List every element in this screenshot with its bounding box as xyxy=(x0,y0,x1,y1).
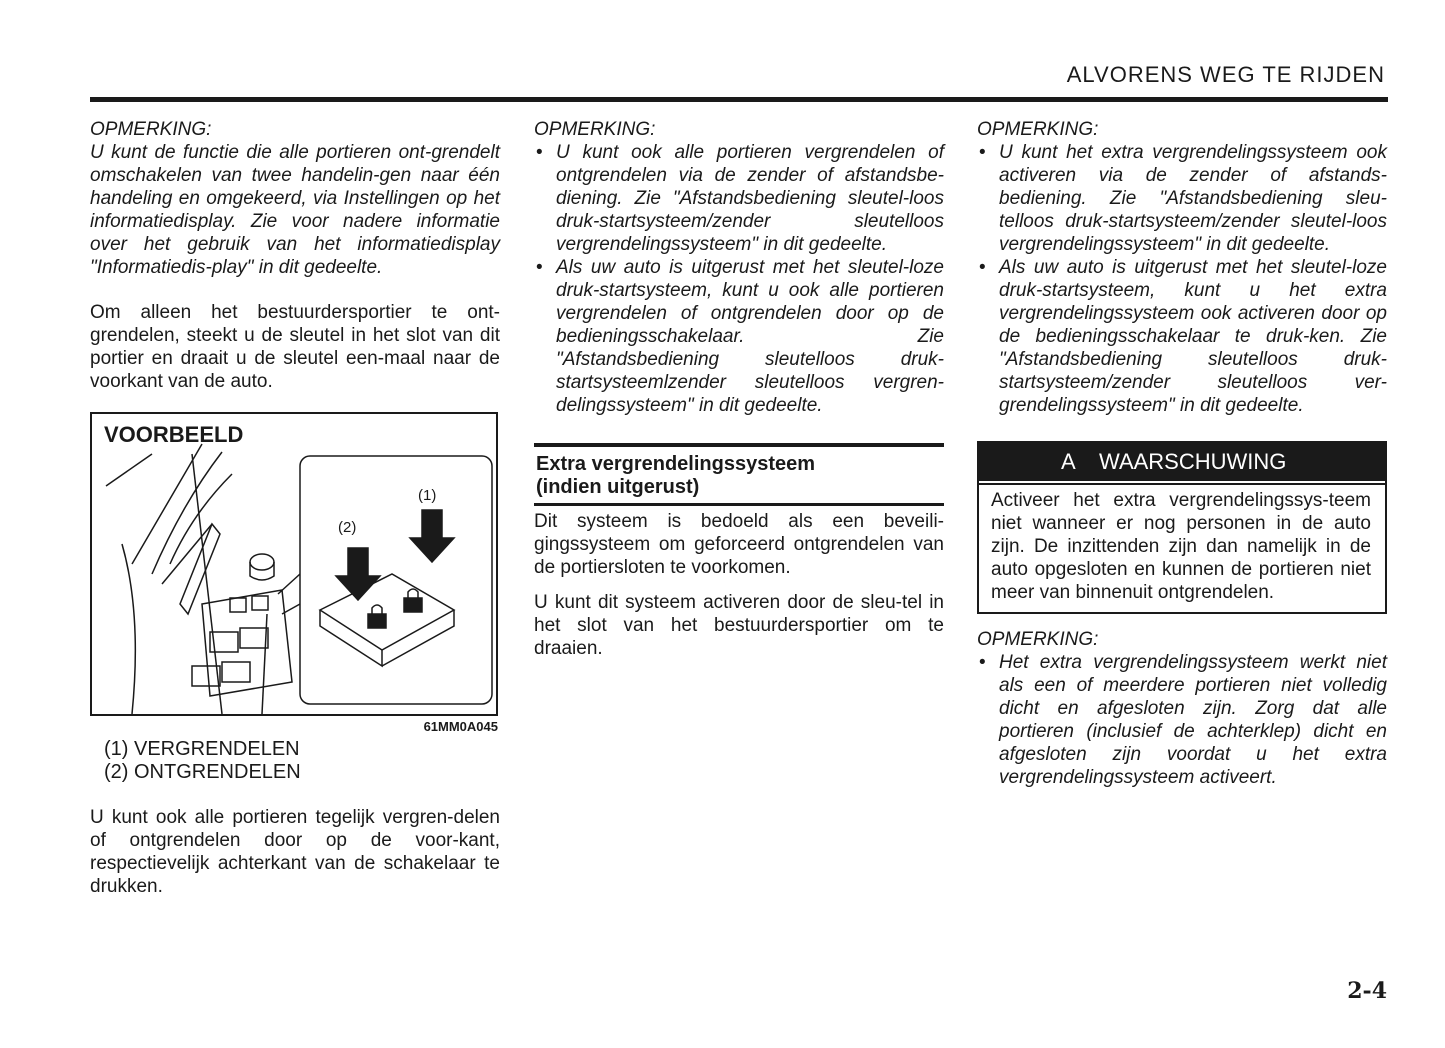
figure-label: VOORBEELD xyxy=(104,422,244,447)
paragraph-system-activation: U kunt dit systeem activeren door de sleu-tel in het slot van het bestuurdersportier om te draaien. xyxy=(534,592,944,659)
caption-unlock: (2) ONTGRENDELEN xyxy=(104,761,301,783)
door-lock-switch-illustration xyxy=(92,414,496,714)
page-header-title: ALVORENS WEG TE RIJDEN xyxy=(1066,62,1385,87)
illustration-figure xyxy=(90,412,498,716)
warning-text: Activeer het extra vergrendelingssys-teem niet wanneer er nog personen in de auto zijn. De inzittenden zijn dan namelijk in de auto opgesloten en kunnen de portieren niet meer van binnenuit ontgrendelen. xyxy=(979,483,1385,612)
warning-label: WAARSCHUWING xyxy=(1099,449,1287,474)
warning-triangle-icon: A xyxy=(1061,449,1076,474)
warning-box xyxy=(977,441,1387,614)
page-number: 2-4 xyxy=(1347,978,1387,1004)
note-bullet-list xyxy=(977,651,1387,789)
section-heading-line-1: Extra vergrendelingssysteem xyxy=(536,453,816,475)
section-heading xyxy=(534,447,944,503)
header-rule xyxy=(90,97,1388,102)
figure-code: 61MM0A045 xyxy=(423,719,498,734)
list-item: • Het extra vergrendelingssysteem werkt niet als een of meerdere portieren niet volledig dicht en afgesloten zijn. Zorg dat alle portieren (inclusief de achterklep) dicht en afgesloten zijn voordat u het extra vergrendelingssysteem activeert. xyxy=(977,651,1387,789)
list-item: • Als uw auto is uitgerust met het sleutel-loze druk-startsysteem, kunt u het extra vergrendelingssysteem ook activeren door op de bedieningsschakelaar te druk-ken. Zie "Afstandsbediening sleutelloos druk-startsysteem/zender sleutelloos ver-grendelingssysteem" in dit gedeelte. xyxy=(977,256,1387,417)
column-2 xyxy=(534,118,944,660)
note-bullet-list xyxy=(534,141,944,417)
note-bullet-list xyxy=(977,141,1387,417)
list-item: • U kunt het extra vergrendelingssysteem ook activeren via de zender of afstands-bediening. Zie "Afstandsbediening sleu-telloos druk-startsysteem/zender sleutel-loos vergrendelingssysteem" in dit gedeelte. xyxy=(977,141,1387,256)
note-title: OPMERKING: xyxy=(977,629,1099,650)
note-title: OPMERKING: xyxy=(90,119,212,140)
paragraph-all-doors: U kunt ook alle portieren tegelijk vergren-delen of ontgrendelen door op de voor-kant, respectievelijk achterkant van de schakelaar te drukken. xyxy=(90,807,500,897)
note-title: OPMERKING: xyxy=(977,119,1099,140)
list-item: • Als uw auto is uitgerust met het sleutel-loze druk-startsysteem, kunt u ook alle portieren vergrendelen of ontgrendelen door op de bedieningsschakelaar. Zie "Afstandsbediening sleutelloos druk-startsysteemlzender sleutelloos vergren-delingssysteem" in dit gedeelte. xyxy=(534,256,944,417)
note-title: OPMERKING: xyxy=(534,119,656,140)
paragraph-system-purpose: Dit systeem is bedoeld als een beveili-gingssysteem om geforceerd ontgrendelen van de portiersloten te voorkomen. xyxy=(534,511,944,578)
paragraph-driver-door: Om alleen het bestuurdersportier te ont-grendelen, steekt u de sleutel in het slot van dit portier en draait u de sleutel een-maal naar de voorkant van de auto. xyxy=(90,302,500,392)
callout-2: (2) xyxy=(338,519,357,536)
column-3 xyxy=(977,118,1387,789)
caption-lock: (1) VERGRENDELEN xyxy=(104,738,300,760)
section-rule xyxy=(534,503,944,506)
column-1 xyxy=(90,118,500,898)
warning-header xyxy=(979,443,1385,481)
callout-1: (1) xyxy=(418,487,437,504)
note-text: U kunt de functie die alle portieren ont-grendelt omschakelen van twee handelin-gen naar één handeling en omgekeerd, via Instellingen op het informatiedisplay. Zie voor nadere informatie over het gebruik van het informatiedisplay "Informatiedis-play" in dit gedeelte. xyxy=(90,142,500,278)
list-item: • U kunt ook alle portieren vergrendelen of ontgrendelen via de zender of afstandsbe-diening. Zie "Afstandsbediening sleutel-loos druk-startsysteem/zender sleutelloos vergrendelingssysteem" in dit gedeelte. xyxy=(534,141,944,256)
section-heading-line-2: (indien uitgerust) xyxy=(536,476,700,498)
